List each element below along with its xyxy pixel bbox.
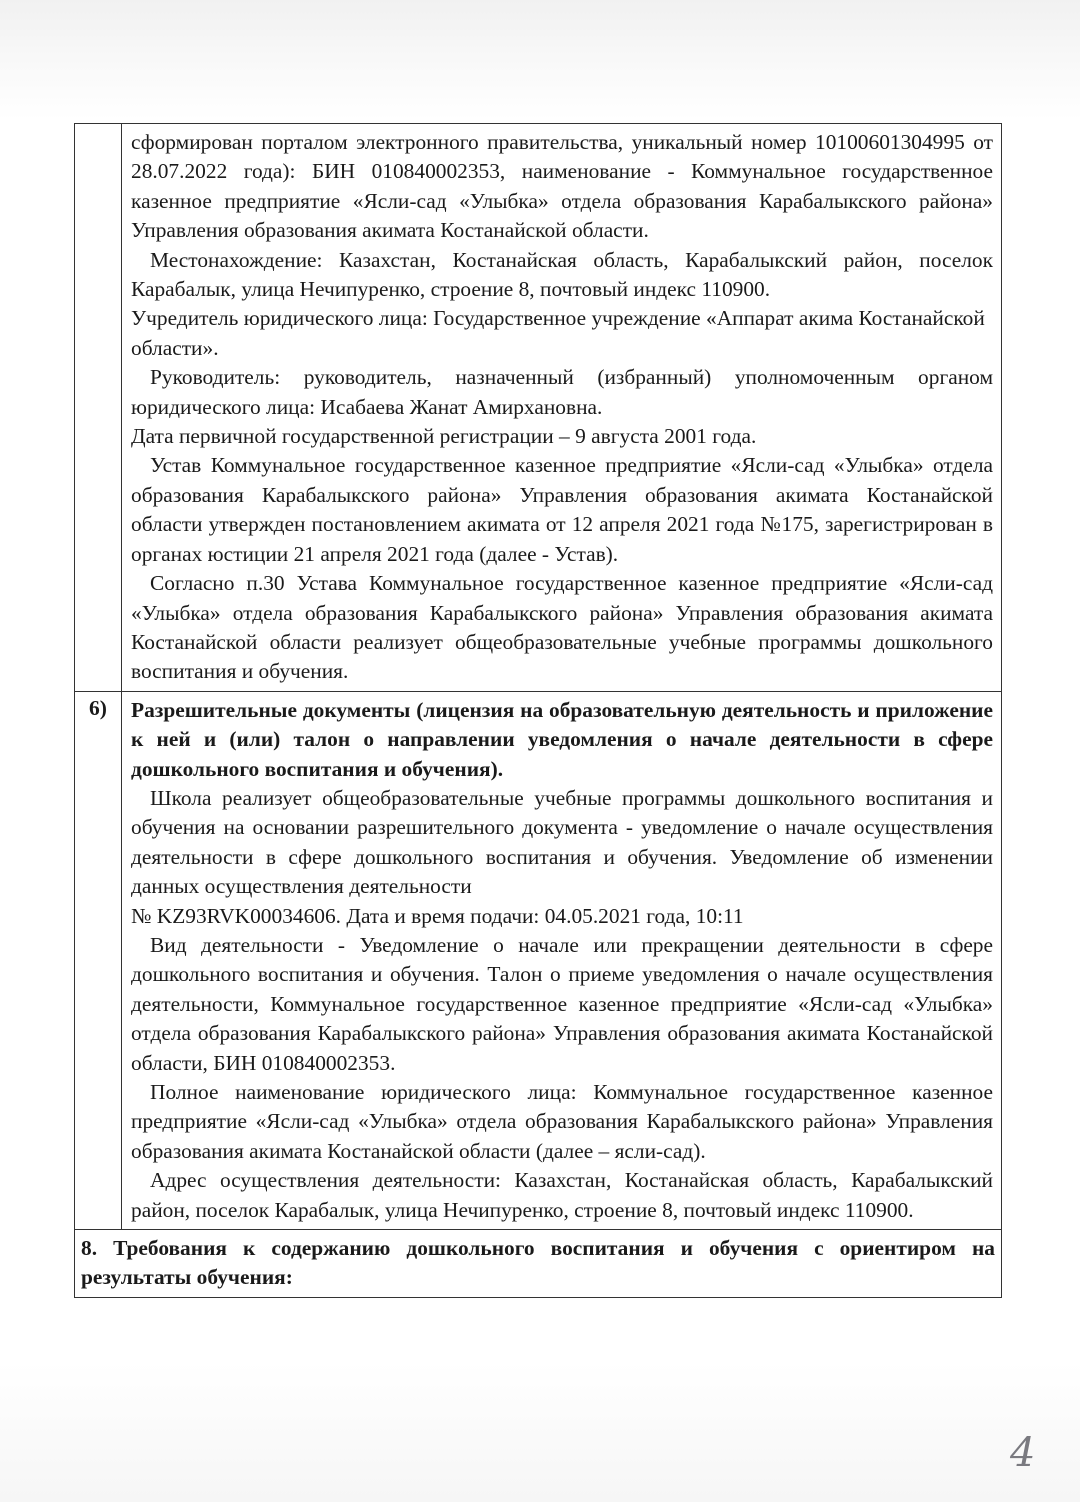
document-table bbox=[74, 123, 1002, 1298]
section-8-heading: 8. Требования к содержанию дошкольного воспитания и обучения с ориентиром на результаты обучения: bbox=[81, 1236, 995, 1290]
permits-heading: Разрешительные документы (лицензия на образовательную деятельность и приложение к ней и (или) талон о направлении уведомления о начале деятельности в сфере дошкольного воспитания и обучения). bbox=[131, 697, 993, 781]
activity-address-paragraph: Адрес осуществления деятельности: Казахстан, Костанайская область, Карабалыкский район, поселок Карабалык, улица Нечипуренко, строение 8, почтовый индекс 110900. bbox=[131, 1168, 993, 1222]
scan-shading-bottom bbox=[0, 1362, 1080, 1502]
notification-number-paragraph: № KZ93RVK00034606. Дата и время подачи: 04.05.2021 года, 10:11 bbox=[131, 903, 744, 928]
scan-shading-top bbox=[0, 0, 1080, 120]
page-number: 4 bbox=[1010, 1430, 1036, 1476]
organization-details-cell bbox=[122, 124, 1002, 692]
charter-programs-paragraph: Согласно п.30 Устава Коммунальное государственное казенное предприятие «Ясли-сад «Улыбка» отдела образования Карабалыкского района» Управления образования акимата Костанайской области реализует общеобразовательные учебные программы дошкольного воспитания и обучения. bbox=[131, 571, 993, 684]
full-name-paragraph: Полное наименование юридического лица: Коммунальное государственное казенное предприятие «Ясли-сад «Улыбка» отдела образования Карабалыкского района» Управления образования акимата Костанайской области (далее – ясли-сад). bbox=[131, 1080, 993, 1163]
location-paragraph: Местонахождение: Казахстан, Костанайская область, Карабалыкский район, поселок Карабалык, улица Нечипуренко, строение 8, почтовый индекс 110900. bbox=[131, 247, 993, 302]
director-paragraph: Руководитель: руководитель, назначенный (избранный) уполномоченным органом юридического лица: Исабаева Жанат Амирхановна. bbox=[131, 365, 993, 419]
registration-date-paragraph: Дата первичной государственной регистрации – 9 августа 2001 года. bbox=[131, 424, 757, 449]
registration-paragraph: сформирован порталом электронного правительства, уникальный номер 10100601304995 от 28.07.2022 года): БИН 010840002353, наименование - Коммунальное государственное казенное предприятие «Ясли-сад «Улыбка» отдела образования Карабалыкского района» Управления образования акимата Костанайской области. bbox=[131, 130, 993, 243]
permits-cell bbox=[122, 691, 1002, 1229]
section-8-cell bbox=[75, 1230, 1002, 1298]
row-number-cell: 6) bbox=[75, 691, 122, 1229]
table-row-organization-details bbox=[75, 124, 1002, 692]
table-row-section-8 bbox=[75, 1230, 1002, 1298]
table-row-permits bbox=[75, 691, 1002, 1229]
activity-type-paragraph: Вид деятельности - Уведомление о начале или прекращении деятельности в сфере дошкольного воспитания и обучения. Талон о приеме уведомления о начале осуществления деятельности, Коммунальное государственное казенное предприятие «Ясли-сад «Улыбка» отдела образования Карабалыкского района» Управления образования акимата Костанайской области, БИН 010840002353. bbox=[131, 932, 993, 1075]
row-number-cell-empty bbox=[75, 124, 122, 692]
permit-basis-paragraph: Школа реализует общеобразовательные учебные программы дошкольного воспитания и обучения на основании разрешительного документа - уведомление о начале осуществления деятельности в сфере дошкольного воспитания и обучения. Уведомление об изменении данных осуществления деятельности bbox=[131, 785, 993, 899]
founder-paragraph: Учредитель юридического лица: Государственное учреждение «Аппарат акима Костанайской области». bbox=[131, 306, 985, 360]
charter-paragraph: Устав Коммунальное государственное казенное предприятие «Ясли-сад «Улыбка» отдела образования Карабалыкского района» Управления образования акимата Костанайской области утвержден постановлением акимата от 12 апреля 2021 года №175, зарегистрирован в органах юстиции 21 апреля 2021 года (далее - Устав). bbox=[131, 453, 993, 566]
